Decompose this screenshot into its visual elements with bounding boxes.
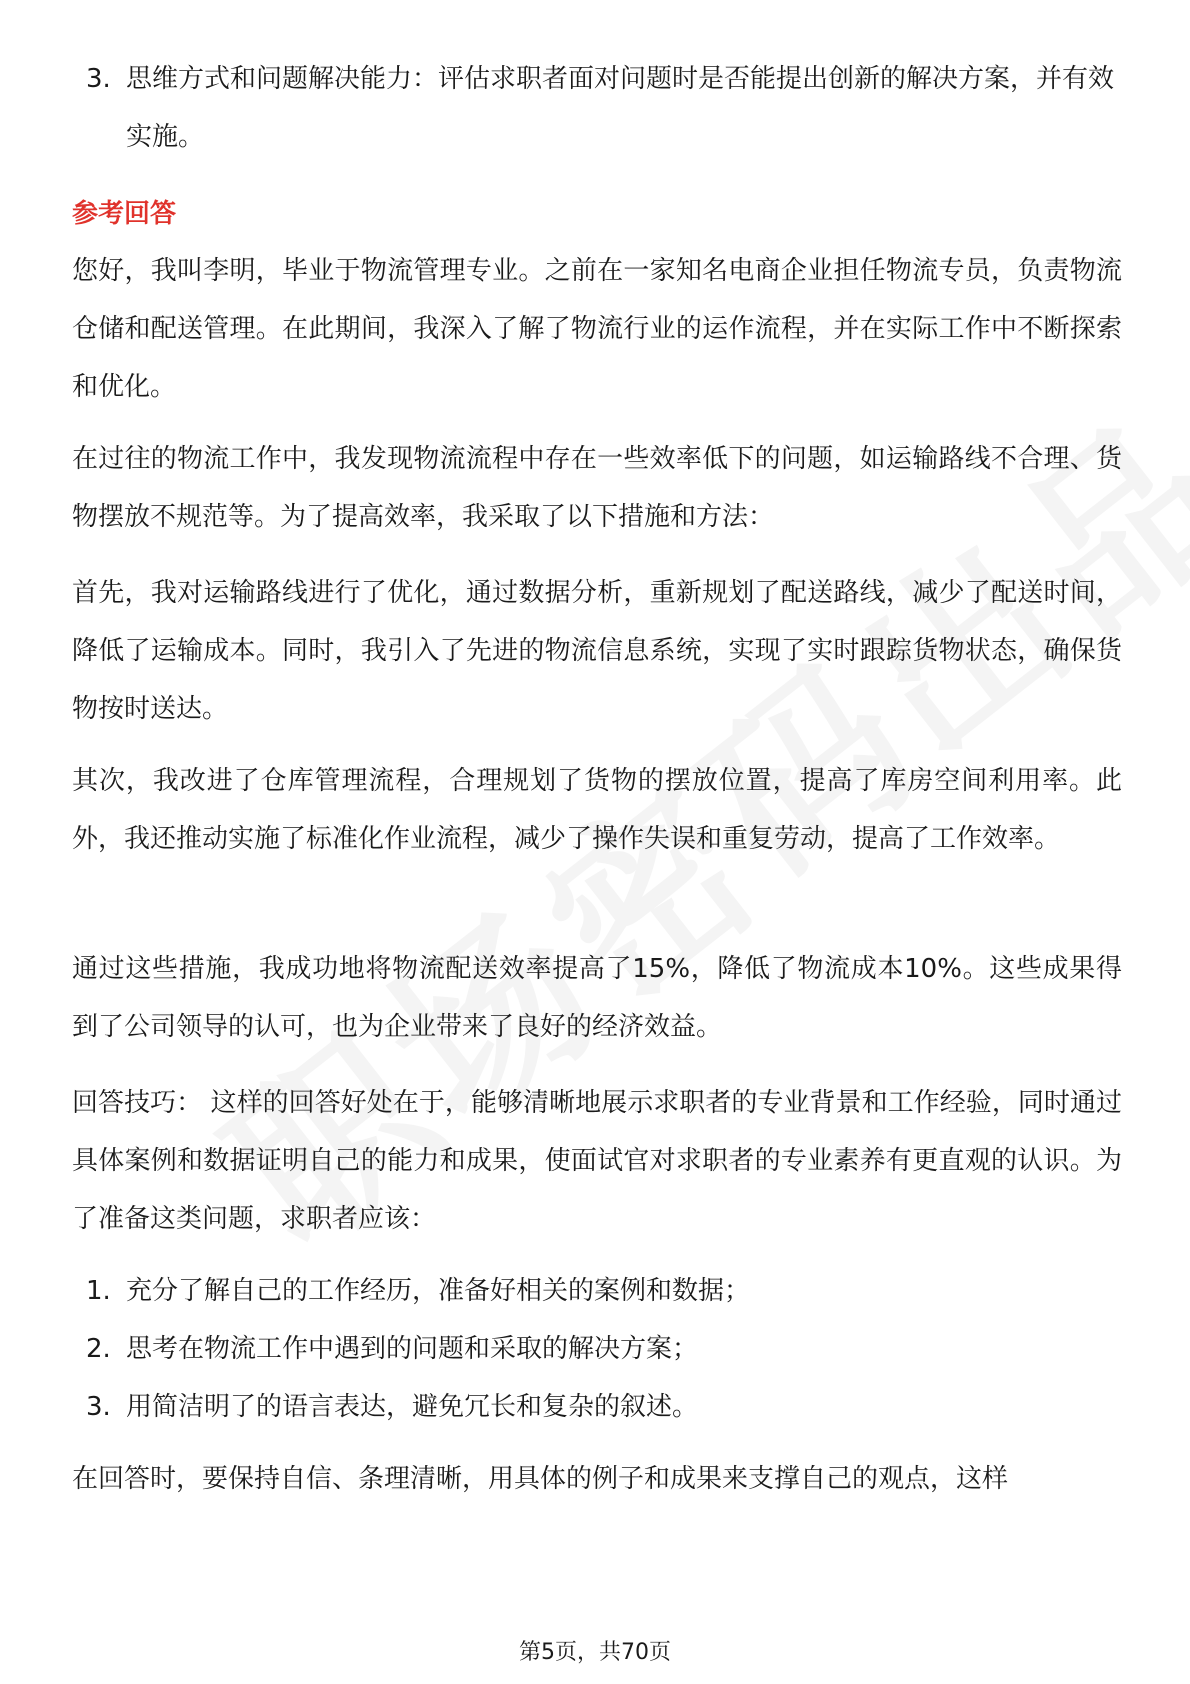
paragraph-intro: 您好，我叫李明，毕业于物流管理专业。之前在一家知名电商企业担任物流专员，负责物流仓储和配送管理。在此期间，我深入了解了物流行业的运作流程，并在实际工作中不断探索和优化。 (72, 256, 1122, 402)
paragraph-problems: 在过往的物流工作中，我发现物流流程中存在一些效率低下的问题，如运输路线不合理、货物摆放不规范等。为了提高效率，我采取了以下措施和方法： (72, 444, 1122, 532)
list-item-text: 思维方式和问题解决能力：评估求职者面对问题时是否能提出创新的解决方案，并有效实施。 (126, 64, 1115, 152)
list-item (72, 1378, 1122, 1436)
list-item-text: 思考在物流工作中遇到的问题和采取的解决方案； (126, 1334, 699, 1364)
list-item (72, 1262, 1122, 1320)
paragraph-closing: 在回答时，要保持自信、条理清晰，用具体的例子和成果来支撑自己的观点，这样 (72, 1464, 1009, 1494)
list-item (72, 1320, 1122, 1378)
tips-list (72, 1262, 1122, 1436)
list-item (72, 50, 1122, 166)
list-item-text: 充分了解自己的工作经历，准备好相关的案例和数据； (126, 1276, 751, 1306)
answer-heading: 参考回答 (72, 199, 177, 229)
list-item-number: 1. (86, 1276, 111, 1306)
criteria-list (72, 50, 1122, 166)
list-item-number: 3. (86, 64, 111, 94)
page-footer: 第5页，共70页 (519, 1640, 671, 1665)
paragraph-first: 首先，我对运输路线进行了优化，通过数据分析，重新规划了配送路线，减少了配送时间，降低了运输成本。同时，我引入了先进的物流信息系统，实现了实时跟踪货物状态，确保货物按时送达。 (72, 578, 1122, 724)
paragraph-second: 其次，我改进了仓库管理流程，合理规划了货物的摆放位置，提高了库房空间利用率。此外，我还推动实施了标准化作业流程，减少了操作失误和重复劳动，提高了工作效率。 (72, 766, 1122, 854)
paragraph-tips: 回答技巧： 这样的回答好处在于，能够清晰地展示求职者的专业背景和工作经验，同时通过具体案例和数据证明自己的能力和成果，使面试官对求职者的专业素养有更直观的认识。为了准备这类问题，求职者应该： (72, 1088, 1122, 1234)
paragraph-results: 通过这些措施，我成功地将物流配送效率提高了15%，降低了物流成本10%。这些成果得到了公司领导的认可，也为企业带来了良好的经济效益。 (72, 954, 1122, 1042)
list-item-text: 用简洁明了的语言表达，避免冗长和复杂的叙述。 (126, 1392, 699, 1422)
list-item-number: 3. (86, 1392, 111, 1422)
list-item-number: 2. (86, 1334, 111, 1364)
